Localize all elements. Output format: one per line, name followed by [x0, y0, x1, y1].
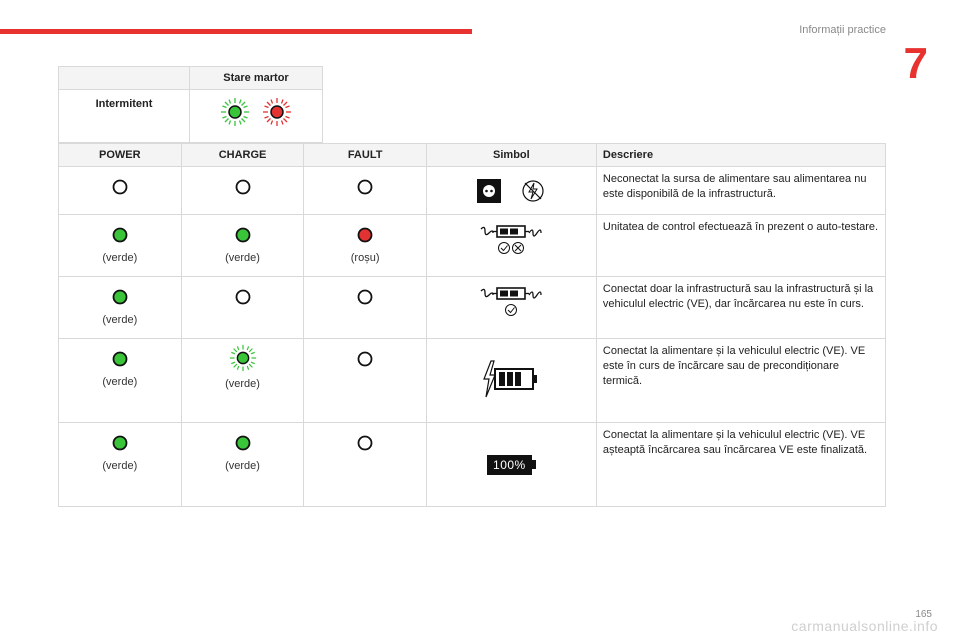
page-number: 165 — [915, 609, 932, 620]
led-caption: (roșu) — [350, 252, 380, 264]
symbol-cell — [426, 215, 596, 277]
section-title: Informații practice — [799, 24, 886, 36]
fault-cell — [304, 423, 426, 507]
led-caption: (verde) — [102, 460, 138, 472]
led-green-icon — [235, 227, 251, 243]
symbol-cell — [426, 167, 596, 215]
charge-cell — [181, 277, 304, 339]
status-table — [58, 143, 886, 507]
led-off-icon — [235, 289, 251, 305]
blinking-red-led-icon — [261, 96, 293, 128]
col-header-description: Descriere — [596, 144, 885, 167]
symbol-cell — [426, 423, 596, 507]
col-header-power: POWER — [59, 144, 182, 167]
legend-icons-cell — [190, 90, 323, 143]
fault-cell — [304, 167, 426, 215]
led-off-icon — [357, 351, 373, 367]
battery-percentage-label: 100% — [487, 455, 532, 475]
power-cell — [59, 339, 182, 423]
table-row — [59, 339, 886, 423]
led-green-icon — [112, 289, 128, 305]
col-header-symbol: Simbol — [426, 144, 596, 167]
description-cell: Neconectat la sursa de alimentare sau alimentarea nu este disponibilă de la infrastructură. — [596, 167, 885, 215]
table-row — [59, 423, 886, 507]
description-cell: Conectat doar la infrastructură sau la infrastructură și la vehiculul electric (VE), dar încărcarea nu este în curs. — [596, 277, 885, 339]
full-battery-icon — [487, 455, 536, 475]
blinking-green-led-icon — [228, 343, 258, 373]
power-cell — [59, 277, 182, 339]
led-caption: (verde) — [102, 376, 138, 388]
self-test-plug-icon — [479, 223, 543, 257]
battery-terminal — [532, 460, 536, 469]
blinking-green-led-icon — [219, 96, 251, 128]
led-caption: (verde) — [225, 460, 260, 472]
charge-cell — [181, 339, 304, 423]
charge-cell — [181, 215, 304, 277]
description-cell: Unitatea de control efectuează în prezent o auto-testare. — [596, 215, 885, 277]
fault-cell — [304, 339, 426, 423]
connected-plug-icon — [479, 285, 543, 319]
fault-cell — [304, 215, 426, 277]
description-cell: Conectat la alimentare și la vehiculul electric (VE). VE așteaptă încărcarea sau încărcarea VE este finalizată. — [596, 423, 885, 507]
watermark: carmanualsonline.info — [791, 618, 938, 634]
led-caption: (verde) — [225, 378, 260, 390]
legend-header: Stare martor — [190, 67, 323, 90]
led-green-icon — [235, 435, 251, 451]
top-accent-bar — [0, 29, 472, 34]
symbol-cell — [426, 339, 596, 423]
table-row — [59, 167, 886, 215]
symbol-cell — [426, 277, 596, 339]
description-cell: Conectat la alimentare și la vehiculul electric (VE). VE este în curs de încărcare sau de precondiționare termică. — [596, 339, 885, 423]
led-caption: (verde) — [102, 252, 138, 264]
col-header-charge: CHARGE — [181, 144, 304, 167]
led-off-icon — [112, 179, 128, 195]
led-off-icon — [357, 435, 373, 451]
power-cell — [59, 215, 182, 277]
led-red-icon — [357, 227, 373, 243]
charging-battery-icon — [481, 357, 541, 401]
table-row — [59, 277, 886, 339]
led-off-icon — [357, 289, 373, 305]
led-green-icon — [112, 435, 128, 451]
led-caption: (verde) — [102, 314, 138, 326]
legend-row-label: Intermitent — [59, 90, 190, 143]
power-cell — [59, 423, 182, 507]
charge-cell — [181, 423, 304, 507]
table-row — [59, 215, 886, 277]
led-green-icon — [112, 351, 128, 367]
legend-table — [58, 66, 323, 143]
socket-no-power-icon — [476, 177, 546, 205]
chapter-number: 7 — [903, 39, 928, 88]
fault-cell — [304, 277, 426, 339]
charge-cell — [181, 167, 304, 215]
led-caption: (verde) — [225, 252, 260, 264]
led-off-icon — [357, 179, 373, 195]
col-header-fault: FAULT — [304, 144, 426, 167]
power-cell — [59, 167, 182, 215]
led-off-icon — [235, 179, 251, 195]
legend-empty-header — [59, 67, 190, 90]
led-green-icon — [112, 227, 128, 243]
